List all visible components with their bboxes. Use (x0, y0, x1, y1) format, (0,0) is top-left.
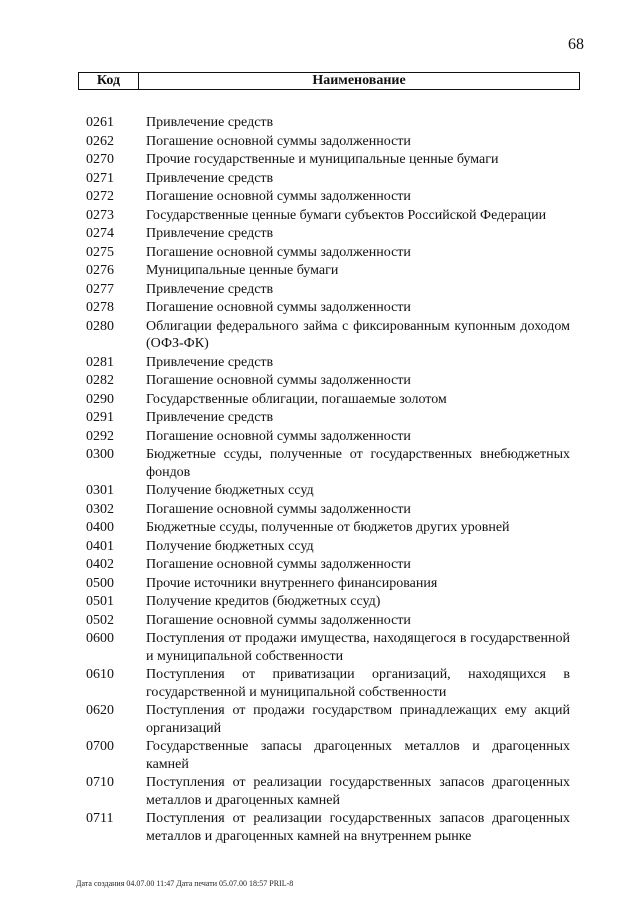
code-list (86, 114, 570, 846)
table-row (86, 244, 570, 262)
row-name: Государственные ценные бумаги субъектов Российской Федерации (146, 207, 547, 223)
table-row (86, 225, 570, 243)
table-row (86, 151, 570, 169)
table-row (86, 281, 570, 299)
table-header (78, 72, 580, 90)
row-name: Государственные облигации, погашаемые золотом (146, 391, 447, 407)
table-row (86, 630, 570, 665)
row-name: Поступления от продажи государством принадлежащих ему акций организаций (146, 703, 570, 736)
row-code: 0711 (86, 811, 114, 826)
row-name: Бюджетные ссуды, полученные от государственных внебюджетных фондов (146, 447, 570, 480)
table-row (86, 409, 570, 427)
table-row (86, 666, 570, 701)
row-code: 0620 (86, 703, 114, 718)
table-row (86, 738, 570, 773)
row-code: 0700 (86, 739, 114, 754)
row-name: Привлечение средств (146, 115, 274, 130)
row-code: 0274 (86, 226, 114, 241)
row-name: Привлечение средств (146, 170, 274, 186)
row-name: Поступления от приватизации организаций, находящихся в государственной и муниципальной собственности (146, 667, 570, 700)
table-row (86, 575, 570, 593)
row-code: 0277 (86, 281, 114, 297)
row-name: Погашение основной суммы задолженности (146, 373, 411, 388)
table-row (86, 114, 570, 132)
table-row (86, 299, 570, 317)
row-code: 0710 (86, 775, 114, 790)
table-row (86, 207, 570, 225)
row-code: 0276 (86, 263, 114, 278)
row-code: 0280 (86, 318, 114, 334)
row-name: Привлечение средств (146, 281, 274, 297)
table-row (86, 354, 570, 372)
table-row (86, 774, 570, 809)
table-row (86, 556, 570, 574)
print-footer: Дата создания 04.07.00 11:47 Дата печати 05.07.00 18:57 PRIL-8 (76, 879, 294, 888)
row-code: 0501 (86, 594, 114, 609)
row-name: Погашение основной суммы задолженности (146, 244, 411, 260)
column-header-name: Наименование (312, 73, 406, 88)
row-code: 0292 (86, 428, 114, 444)
row-name: Погашение основной суммы задолженности (146, 612, 411, 628)
table-row (86, 262, 570, 280)
row-name: Погашение основной суммы задолженности (146, 557, 411, 572)
row-code: 0273 (86, 207, 114, 223)
row-code: 0300 (86, 447, 114, 462)
row-code: 0261 (86, 115, 114, 130)
row-code: 0302 (86, 501, 114, 517)
table-row (86, 133, 570, 151)
table-row (86, 538, 570, 556)
row-code: 0270 (86, 152, 114, 167)
row-name: Привлечение средств (146, 226, 274, 241)
row-name: Облигации федерального займа с фиксированным купонным доходом (ОФЗ-ФК) (146, 318, 570, 351)
table-row (86, 428, 570, 446)
table-row (86, 593, 570, 611)
row-name: Бюджетные ссуды, полученные от бюджетов других уровней (146, 520, 510, 535)
page-number: 68 (568, 36, 584, 53)
row-code: 0281 (86, 354, 114, 370)
row-name: Поступления от реализации государственных запасов драгоценных металлов и драгоценных камней на внутреннем рынке (146, 811, 570, 844)
row-code: 0610 (86, 667, 114, 682)
row-code: 0600 (86, 631, 114, 646)
row-code: 0262 (86, 133, 114, 149)
row-code: 0500 (86, 575, 114, 591)
row-code: 0301 (86, 483, 114, 498)
row-code: 0402 (86, 557, 114, 572)
row-name: Погашение основной суммы задолженности (146, 133, 411, 149)
row-code: 0400 (86, 520, 114, 535)
table-row (86, 391, 570, 409)
row-name: Получение бюджетных ссуд (146, 483, 314, 498)
row-name: Получение бюджетных ссуд (146, 538, 314, 554)
row-name: Погашение основной суммы задолженности (146, 428, 411, 444)
row-name: Погашение основной суммы задолженности (146, 300, 411, 315)
table-row (86, 446, 570, 481)
table-row (86, 318, 570, 353)
row-name: Прочие государственные и муниципальные ценные бумаги (146, 152, 499, 167)
table-row (86, 372, 570, 390)
table-row (86, 519, 570, 537)
table-row (86, 810, 570, 845)
row-name: Государственные запасы драгоценных металлов и драгоценных камней (146, 739, 570, 772)
row-code: 0291 (86, 410, 114, 425)
table-row (86, 170, 570, 188)
row-code: 0502 (86, 612, 114, 628)
row-code: 0290 (86, 391, 114, 407)
row-name: Привлечение средств (146, 410, 274, 425)
row-name: Прочие источники внутреннего финансирования (146, 575, 438, 591)
row-code: 0401 (86, 538, 114, 554)
row-code: 0275 (86, 244, 114, 260)
row-code: 0272 (86, 189, 114, 204)
row-name: Поступления от реализации государственных запасов драгоценных металлов и драгоценных камней (146, 775, 570, 808)
table-row (86, 702, 570, 737)
table-row (86, 482, 570, 500)
row-code: 0271 (86, 170, 114, 186)
row-name: Погашение основной суммы задолженности (146, 501, 411, 517)
row-name: Поступления от продажи имущества, находящегося в государственной и муниципальной собственности (146, 631, 570, 664)
row-code: 0282 (86, 373, 114, 388)
table-row (86, 501, 570, 519)
row-name: Получение кредитов (бюджетных ссуд) (146, 594, 381, 609)
column-header-code: Код (79, 73, 139, 89)
row-code: 0278 (86, 300, 114, 315)
row-name: Муниципальные ценные бумаги (146, 263, 339, 278)
table-row (86, 612, 570, 630)
row-name: Привлечение средств (146, 354, 274, 370)
row-name: Погашение основной суммы задолженности (146, 189, 411, 204)
table-row (86, 188, 570, 206)
